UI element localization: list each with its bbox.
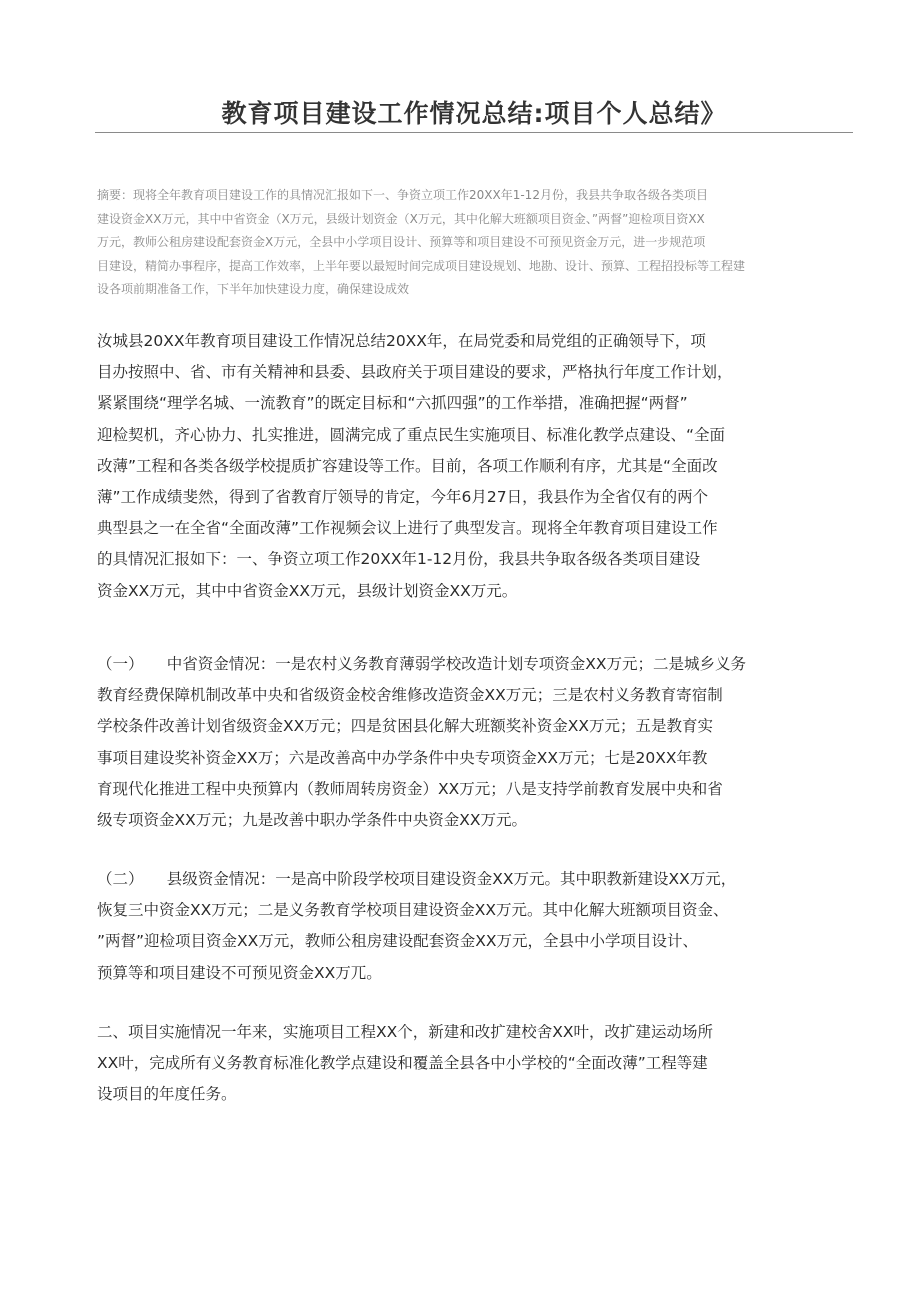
- paragraph-line: 二、项目实施情况一年来，实施项目工程XX个，新建和改扩建校舍XX叶，改扩建运动场所: [97, 1023, 713, 1041]
- paragraph-line: （一） 中省资金情况：一是农村义务教育薄弱学校改造计划专项资金XX万元；二是城乡义务: [97, 655, 746, 673]
- abstract: [97, 184, 817, 302]
- paragraph-line: 资金XX万元，其中中省资金XX万元，县级计划资金XX万元。: [97, 581, 518, 600]
- paragraph-line: 汝城县20XX年教育项目建设工作情况总结20XX年，在局党委和局党组的正确领导下，项: [97, 332, 706, 350]
- paragraph-intro: [97, 326, 797, 607]
- paragraph-line: XX叶，完成所有义务教育标准化教学点建设和覆盖全县各中小学校的“全面改薄”工程等建: [97, 1054, 708, 1073]
- paragraph-line: 预算等和项目建设不可预见资金XX万兀。: [97, 963, 382, 982]
- paragraph-line: 恢复三中资金XX万元；二是义务教育学校项目建设资金XX万元。其中化解大班额项目资金、: [97, 901, 729, 920]
- abstract-line: 设各项前期准备工作，下半年加快建设力度，确保建设成效: [97, 282, 410, 297]
- paragraph-line: 改薄”工程和各类各级学校提质扩容建设等工作。目前，各项工作顺利有序，尤其是“全面改: [97, 456, 718, 475]
- paragraph-line: （二） 县级资金情况：一是高中阶段学校项目建设资金XX万元。其中职教新建设XX万元，: [97, 870, 737, 888]
- paragraph-line: 迎检契机，齐心协力、扎实推进，圆满完成了重点民生实施项目、标准化教学点建设、“全面: [97, 425, 726, 444]
- paragraph-line: 教育经费保障机制改革中央和省级资金校舍维修改造资金XX万元；三是农村义务教育寄宿制: [97, 686, 723, 705]
- abstract-line: 目建设，精简办事程序，提高工作效率，上半年要以最短时间完成项目建设规划、地勘、设计、预算、工程招投标等工程建: [97, 258, 746, 273]
- paragraph-line: 设项目的年度任务。: [97, 1085, 237, 1104]
- paragraph-provincial-funds: [97, 649, 797, 836]
- paragraph-line: 育现代化推进工程中央预算内（教师周转房资金）XX万元；八是支持学前教育发展中央和省: [97, 779, 723, 798]
- paragraph-line: 级专项资金XX万元；九是改善中职办学条件中央资金XX万元。: [97, 811, 527, 830]
- paragraph-line: 目办按照中、省、市有关精神和县委、县政府关于项目建设的要求，严格执行年度工作计划，: [97, 363, 733, 382]
- paragraph-line: 典型县之一在全省“全面改薄”工作视频会议上进行了典型发言。现将全年教育项目建设工作: [97, 519, 718, 538]
- paragraph-line: 学校条件改善计划省级资金XX万元；四是贫困县化解大班额奖补资金XX万元；五是教育实: [97, 717, 713, 736]
- title-underline: [95, 132, 853, 133]
- paragraph-line: 薄”工作成绩斐然，得到了省教育厅领导的肯定，今年6月27日，我县作为全省仅有的两个: [97, 488, 709, 507]
- paragraph-implementation: [97, 1017, 797, 1111]
- paragraph-line: 紧紧围绕“理学名城、一流教育”的既定目标和“六抓四强”的工作举措，准确把握“两督”: [97, 394, 688, 413]
- paragraph-county-funds: [97, 864, 797, 989]
- paragraph-line: 的具情况汇报如下：一、争资立项工作20XX年1-12月份，我县共争取各级各类项目建设: [97, 550, 701, 569]
- document-title: 教育项目建设工作情况总结:项目个人总结》: [221, 99, 727, 128]
- paragraph-line: ”两督”迎检项目资金XX万元，教师公租房建设配套资金XX万元，全县中小学项目设计、: [97, 932, 699, 951]
- abstract-line: 摘要：现将全年教育项目建设工作的具情况汇报如下一、争资立项工作20XX年1-12月份，我县共争取各级各类项目: [97, 188, 708, 202]
- paragraph-line: 事项目建设奖补资金XX万；六是改善高中办学条件中央专项资金XX万元；七是20XX年教: [97, 748, 708, 767]
- abstract-line: 建设资金XX万元，其中中省资金（X万元，县级计划资金（X万元，其中化解大班额项目资金、”两督”迎检项目资XX: [97, 211, 705, 226]
- abstract-line: 万元，教师公租房建设配套资金X万元，全县中小学项目设计、预算等和项目建设不可预见资金万元，进一步规范项: [97, 235, 706, 250]
